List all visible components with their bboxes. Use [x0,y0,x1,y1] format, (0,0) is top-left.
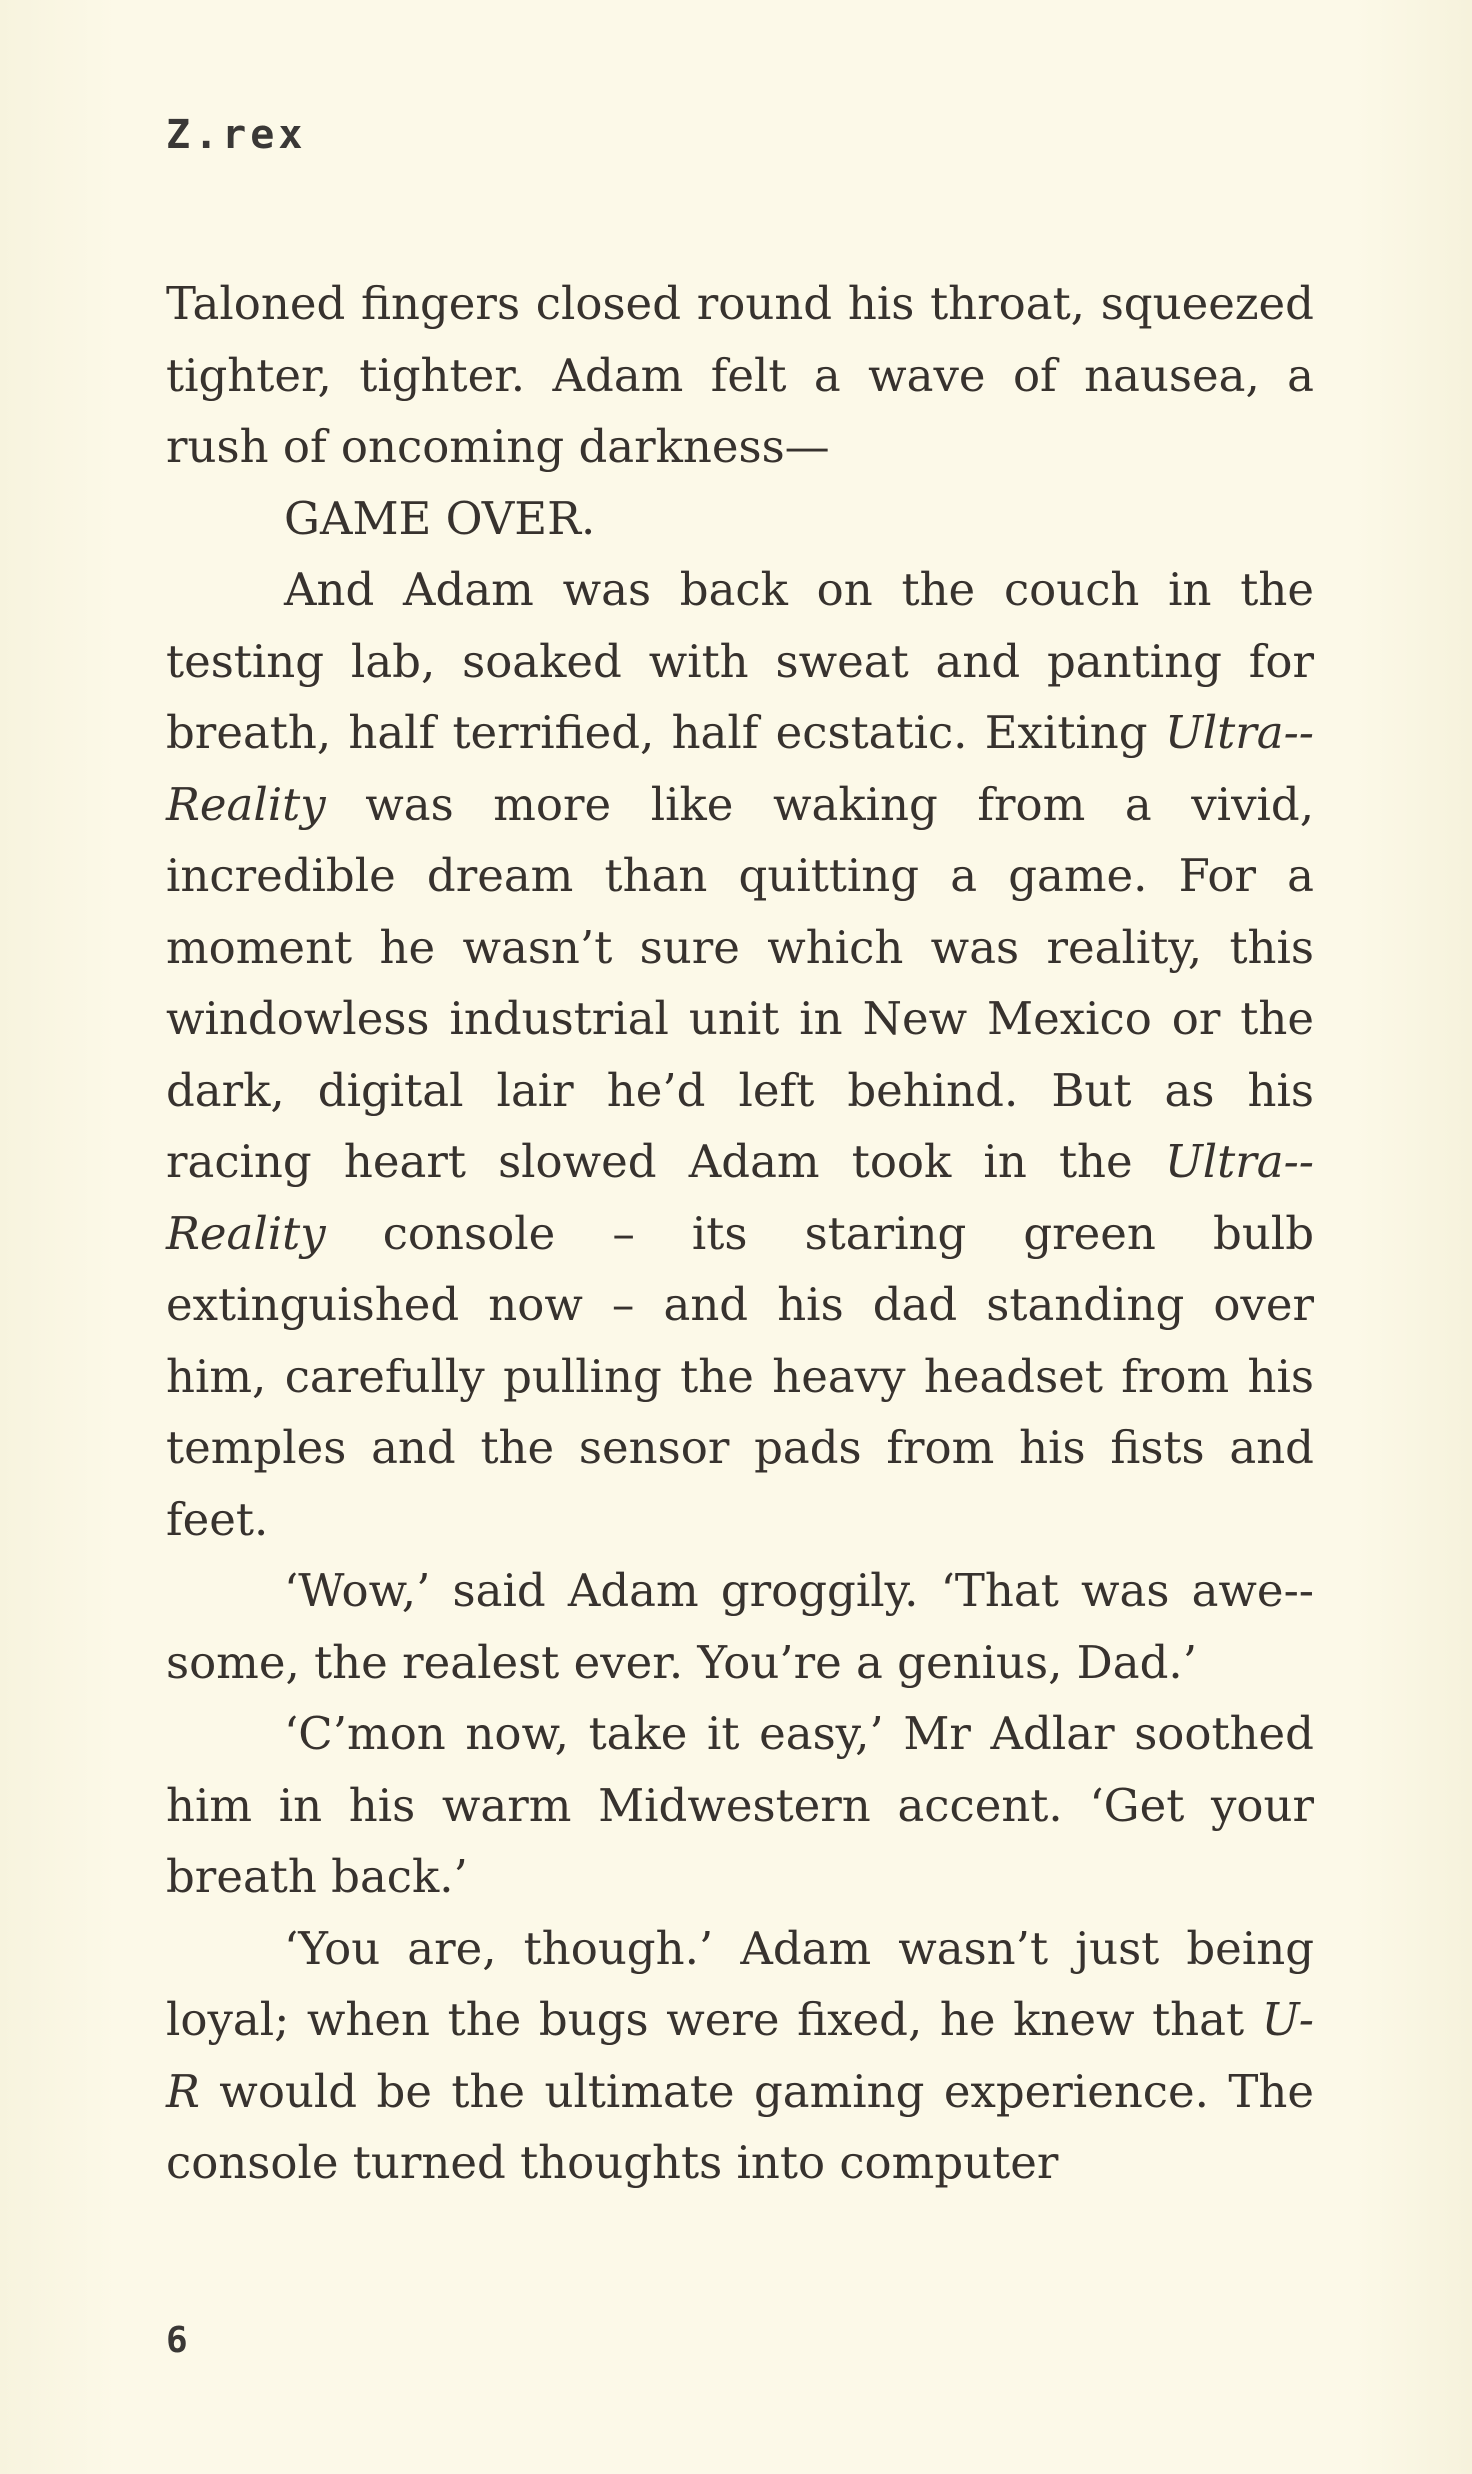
paragraph [166,1913,1314,2199]
paragraph [166,554,1314,1555]
paragraph-text: GAME OVER. [284,491,596,545]
paragraph-text: would be the ultimate gaming experience. The console turned thoughts into computer [166,2064,1314,2189]
paragraph-text: ‘You are, though.’ Adam wasn’t just being loyal; when the bugs were fixed, he knew that [166,1921,1314,2046]
page-number: 6 [166,2320,188,2361]
paragraph-text: ‘C’mon now, take it easy,’ Mr Adlar soothed him in his warm Midwestern accent. ‘Get your breath back.’ [166,1707,1314,1903]
paragraph [166,1698,1314,1913]
paragraph [166,1555,1314,1698]
paragraph-text: And Adam was back on the couch in the testing lab, soaked with sweat and panting for breath, half terrified, half ecstatic. Exiting [166,563,1314,759]
paragraph [166,268,1314,483]
italic-title-text: Ultra-Reality [166,706,1314,831]
body-text [166,268,1314,2199]
paragraph [166,483,1314,555]
paragraph-text: was more like waking from a vivid, incredible dream than quitting a game. For a moment he wasn’t sure which was reality, this windowless industrial unit in New Mexico or the dark, digital lair he’d left behind. But as his racing heart slowed Adam took in the [166,777,1314,1188]
paragraph-text: ‘Wow,’ said Adam groggily. ‘That was awe-some, the realest ever. You’re a genius, Dad.’ [166,1564,1314,1689]
running-header: Z.rex [166,112,307,158]
paragraph-text: console – its staring green bulb extinguished now – and his dad standing over him, carefully pulling the heavy headset from his temples and the sensor pads from his fists and feet. [166,1206,1314,1546]
italic-title-text: U-R [166,1993,1314,2118]
italic-title-text: Ultra-Reality [166,1135,1314,1260]
paragraph-text: Taloned fingers closed round his throat, squeezed tighter, tighter. Adam felt a wave of nausea, a rush of oncoming darkness— [166,277,1314,473]
